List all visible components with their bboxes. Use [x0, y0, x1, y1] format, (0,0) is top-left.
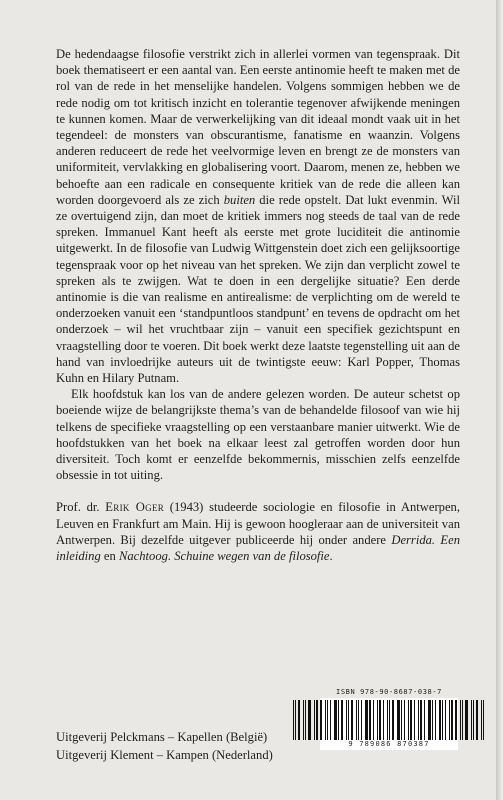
- barcode-bar: [435, 700, 436, 740]
- barcode-bar: [420, 700, 422, 740]
- barcode-block: [320, 688, 458, 748]
- barcode-bar: [418, 700, 419, 740]
- isbn-label: ISBN 978-90-8687-038-7: [336, 688, 442, 696]
- barcode-bar: [334, 700, 337, 740]
- blurb-paragraph-1: [56, 46, 460, 386]
- barcode-bar: [471, 700, 472, 740]
- page-edge: [496, 0, 503, 800]
- barcode-bar: [356, 700, 357, 740]
- barcode-bar: [325, 700, 326, 740]
- bio-conjunction: en: [100, 549, 119, 564]
- barcode-bar: [338, 700, 339, 740]
- barcode-bar: [320, 700, 322, 740]
- publisher-pelckmans: Uitgeverij Pelckmans – Kapellen (België): [56, 730, 268, 744]
- book-title-derrida: Derrida. Een inleiding: [56, 532, 460, 564]
- barcode-bar: [451, 700, 453, 740]
- barcode-bar: [346, 700, 347, 740]
- emphasis-buiten: buiten: [223, 192, 256, 207]
- barcode-bar: [462, 700, 463, 740]
- barcode-bar: [460, 700, 461, 740]
- barcode-bar: [424, 700, 425, 740]
- barcode-bar: [330, 700, 331, 740]
- barcode-bar: [465, 700, 468, 740]
- barcode-bar: [379, 700, 381, 740]
- barcode-bar: [401, 700, 402, 740]
- barcode-bar: [316, 700, 318, 740]
- blurb-text-part: die rede opstelt. Dat lukt evenmin. Wil ze overtuigend zijn, dan moet de kritiek immers nog steeds de taal van de rede spreken. Immanuel Kant heeft als eerste met grote luciditeit die antinomie uitgewerkt. In de filosofie van Ludwig Wittgenstein doet zich een gelijksoortige tegenspraak voor op het niveau van het spreken. We zijn dan verplicht zowel te spreken als te zwijgen. Wat te doen in een dergelijke situatie? Een derde antinomie is die van realisme en antirealisme: de verplichting om de wereld te onderzoeken vanuit een ‘standpuntloos standpunt’ en tevens de opdracht om het onderzoek – wil het vruchtbaar zijn – vanuit een specifiek gezichtspunt en vraagstelling door te voeren. Dit boek werkt deze laatste tegenstelling uit aan de hand van invloedrijke auteurs uit de twintigste eeuw: Karl Popper, Thomas Kuhn en Hilary Putnam.: [56, 192, 461, 386]
- barcode-bar: [408, 700, 409, 740]
- barcode-bar: [351, 700, 353, 740]
- barcode-bar: [439, 700, 441, 740]
- bio-text: (1943) studeerde sociologie en filosofie in Antwerpen, Leuven en Frankfurt am Main. Hij is gewoon hoogleraar aan de universiteit van Antwerpen. Bij dezelfde uitgever publiceerde hij onder andere: [56, 500, 460, 547]
- barcode-bar: [473, 700, 474, 740]
- barcode-bar: [445, 700, 446, 740]
- barcode-bar: [483, 700, 484, 740]
- barcode-bar: [476, 700, 478, 740]
- author-title: Prof. dr.: [56, 500, 106, 515]
- barcode-bar: [383, 700, 384, 740]
- blurb-paragraph-2: Elk hoofdstuk kan los van de andere gelezen worden. De auteur schetst op boeiende wijze de belangrijkste thema’s van de behandelde filosoof van wie hij telkens de specifieke vraagstelling op een verstaanbare manier uitwerkt. Wie de hoofdstukken van het boek na elkaar leest zal getroffen worden door hun diversiteit. Toch komt er eenzelfde bekommernis, misschien zelfs eenzelfde obsessie in tot uiting.: [56, 387, 460, 483]
- barcode-bar: [295, 700, 296, 740]
- barcode-bar: [481, 700, 482, 740]
- barcode-bar: [373, 700, 374, 740]
- barcode-bar: [377, 700, 378, 740]
- barcode-bar: [348, 700, 349, 740]
- barcode-bar: [410, 700, 412, 740]
- barcode-bars: [293, 700, 486, 740]
- barcode-bar: [365, 700, 368, 740]
- barcode-bar: [432, 700, 433, 740]
- barcode-bar: [358, 700, 359, 740]
- publisher-klement: Uitgeverij Klement – Kampen (Nederland): [56, 748, 273, 762]
- barcode-bar: [404, 700, 405, 740]
- barcode-bar: [414, 700, 415, 740]
- barcode-bar: [327, 700, 328, 740]
- barcode-bar: [341, 700, 343, 740]
- barcode-bar: [298, 700, 300, 740]
- barcode-bar: [442, 700, 443, 740]
- bio-end: .: [329, 549, 333, 564]
- barcode-bar: [392, 700, 394, 740]
- barcode-bar: [361, 700, 362, 740]
- barcode-bar: [449, 700, 450, 740]
- blurb-text: [56, 46, 460, 564]
- barcode-bar: [293, 700, 294, 740]
- barcode-bar: [428, 700, 431, 740]
- book-title-nachtoog: Nachtoog. Schuine wegen van de filosofie: [118, 549, 330, 564]
- barcode-bar: [455, 700, 457, 740]
- barcode-bar: [314, 700, 315, 740]
- barcode-bar: [387, 700, 388, 740]
- barcode-bar: [397, 700, 400, 740]
- barcode-digits: 9 789086 870387: [348, 740, 430, 748]
- barcode-bar: [308, 700, 311, 740]
- barcode-bar: [369, 700, 371, 740]
- publishers: [56, 728, 273, 764]
- author-name: Erik Oger: [105, 500, 165, 515]
- barcode-bar: [303, 700, 304, 740]
- barcode-bar: [389, 700, 390, 740]
- blurb-text-part: De hedendaagse filosofie verstrikt zich in allerlei vormen van tegenspraak. Dit boek thematiseert er een aantal van. Een eerste antinomie heeft te maken met de rol van de rede in het menselijke handelen. Volgens sommigen hebben we de rede nodig om tot kritisch inzicht en tolerantie tegenover afwijkende meningen te kunnen komen. Maar de verwerkelijking van dit ideaal mondt vaak uit in het tegendeel: de monsters van obscurantisme, fanatisme en waanzin. Volgens anderen reduceert de rede het veelvormige leven en brengt ze de monsters van uniformiteit, vervlakking en globalisering voort. Daarom, menen ze, hebben we behoefte aan een radicale en consequente kritiek van de rede die alleen kan worden doorgevoerd als ze zich: [56, 47, 460, 207]
- author-bio: [56, 499, 460, 564]
- barcode-bar: [305, 700, 306, 740]
